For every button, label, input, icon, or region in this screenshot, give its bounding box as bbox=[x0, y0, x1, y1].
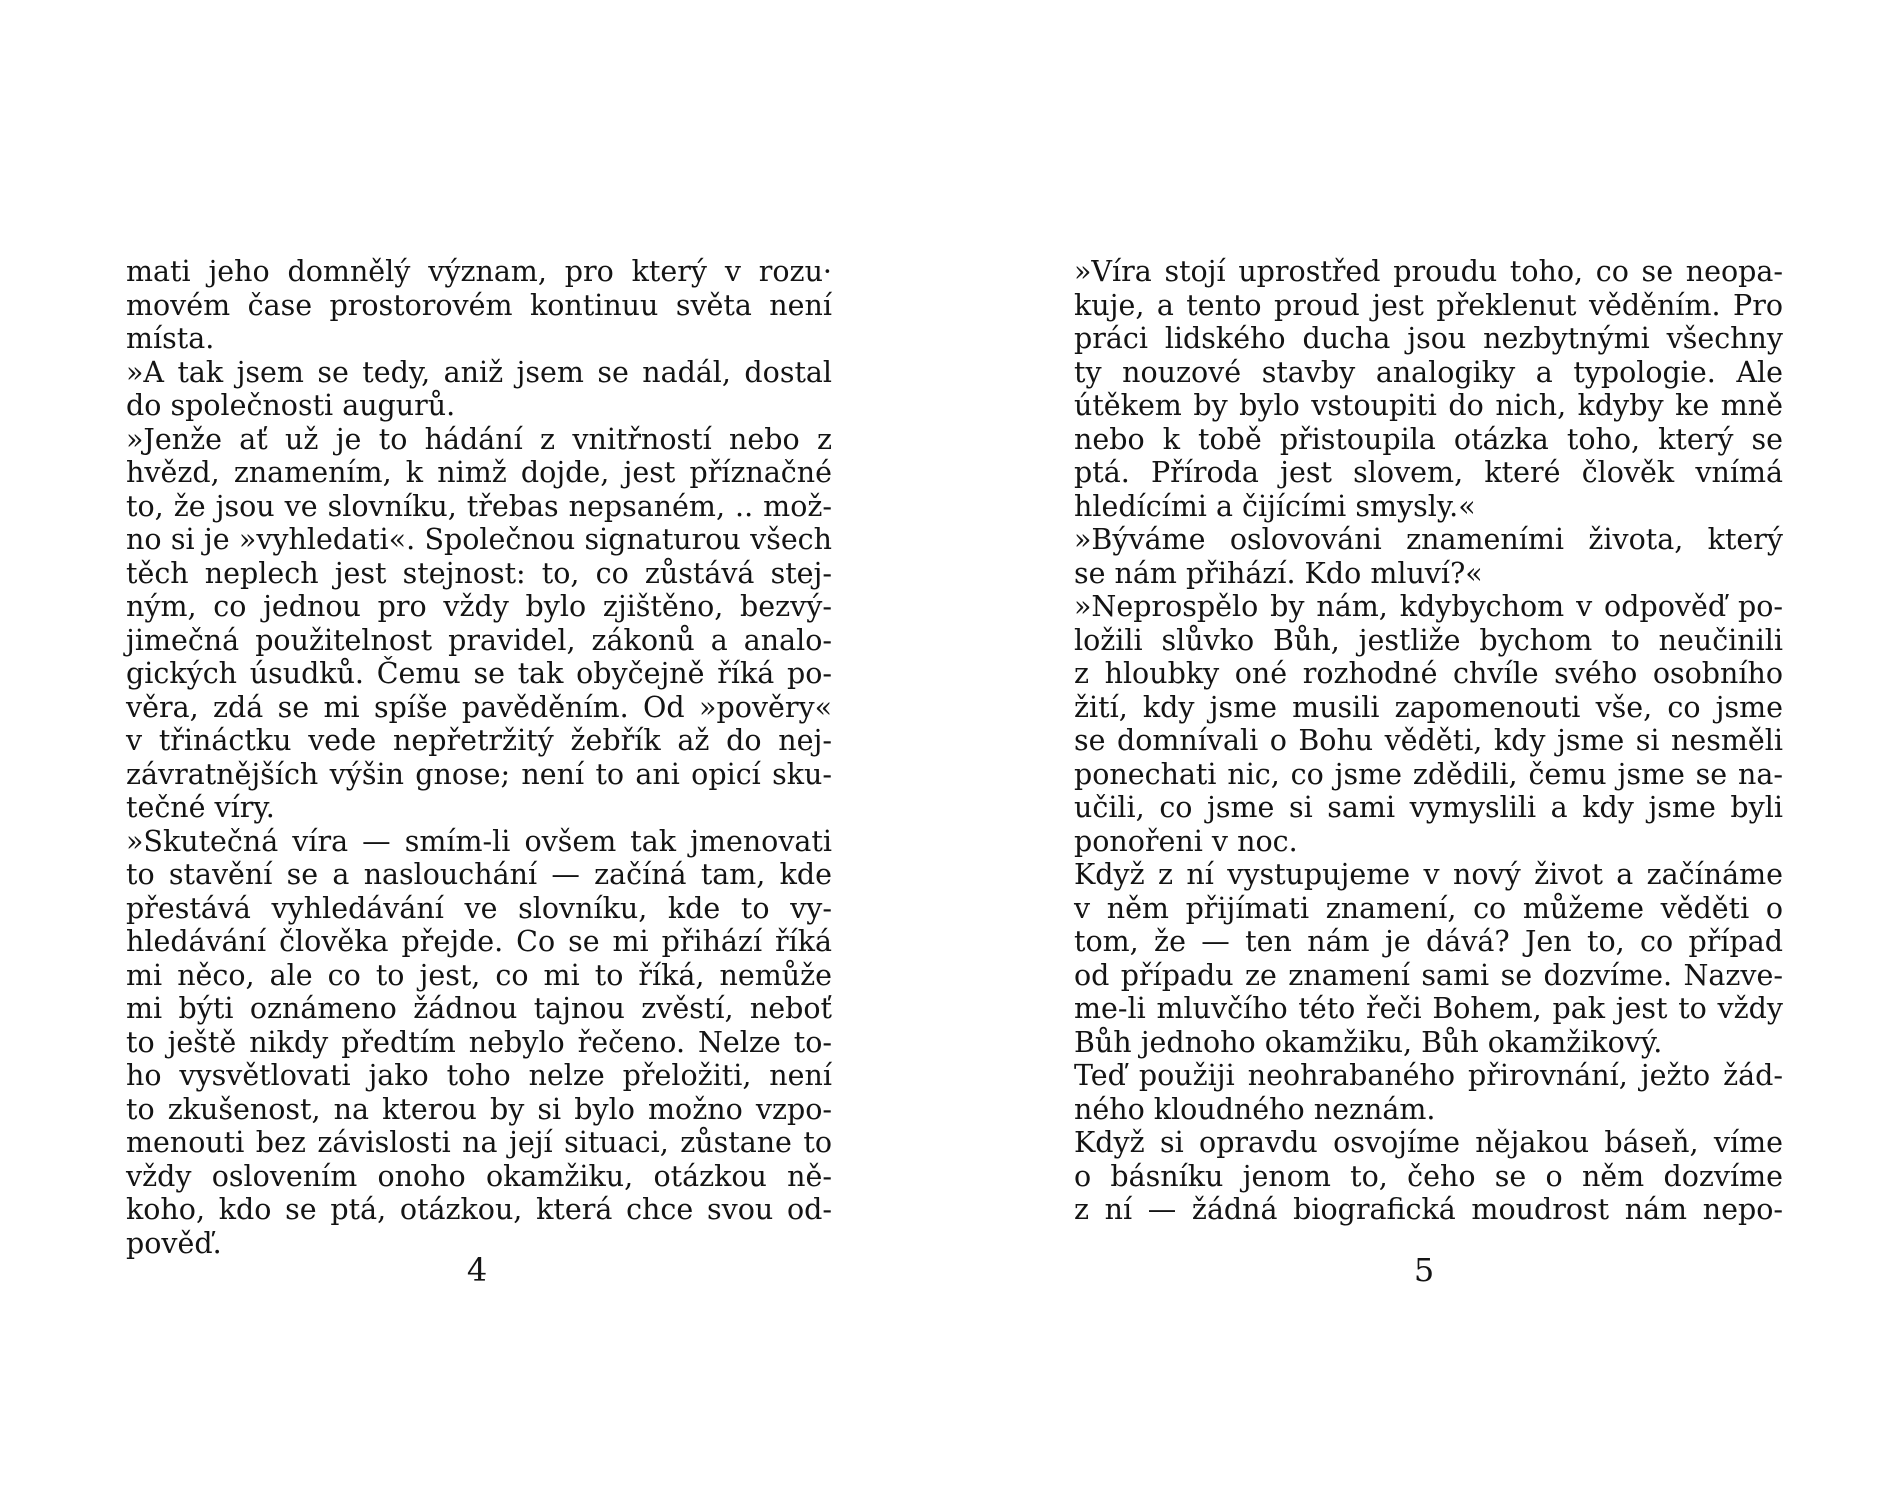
text-line: koho, kdo se ptá, otázkou, která chce svou od- bbox=[126, 1193, 832, 1226]
text-line: ného kloudného neznám. bbox=[1074, 1092, 1436, 1126]
text-line: Když z ní vystupujeme v nový život a začínáme bbox=[1074, 858, 1783, 891]
text-line: tom, že — ten nám je dává? Jen to, co případ bbox=[1074, 925, 1783, 958]
text-line: kuje, a tento proud jest překlenut věděním. Pro bbox=[1074, 288, 1783, 322]
text-line: mi něco, ale co to jest, co mi to říká, nemůže bbox=[126, 958, 832, 992]
text-line: závratnějších výšin gnose; není to ani opicí sku- bbox=[126, 757, 832, 791]
text-line: ponechati nic, co jsme zdědili, čemu jsme se na- bbox=[1074, 757, 1783, 791]
text-line: se domnívali o Bohu věděti, kdy jsme si nesměli bbox=[1074, 724, 1783, 757]
page-number: 4 bbox=[466, 1251, 488, 1289]
text-line: to stavění se a naslouchání — začíná tam, kde bbox=[126, 858, 832, 891]
text-line: to zkušenost, na kterou by si bylo možno vzpo- bbox=[126, 1092, 832, 1126]
text-line: to ještě nikdy předtím nebylo řečeno. Nelze to- bbox=[126, 1025, 832, 1059]
text-line: těch neplech jest stejnost: to, co zůstává stej- bbox=[126, 556, 832, 590]
text-line: »Víra stojí uprostřed proudu toho, co se neopa- bbox=[1074, 255, 1783, 288]
text-line: »A tak jsem se tedy, aniž jsem se nadál, dostal bbox=[126, 355, 832, 389]
text-line: z hloubky oné rozhodné chvíle svého osobního bbox=[1074, 657, 1783, 690]
text-line: »Skutečná víra — smím-li ovšem tak jmenovati bbox=[126, 824, 832, 858]
text-line: to, že jsou ve slovníku, třebas nepsaném, .. mož- bbox=[126, 489, 832, 523]
text-line: »Neprospělo by nám, kdybychom v odpověď po- bbox=[1074, 590, 1783, 623]
right-page-text bbox=[1074, 255, 1783, 1227]
text-line: jimečná použitelnost pravidel, zákonů a analo- bbox=[126, 623, 832, 657]
text-line: ty nouzové stavby analogiky a typologie. Ale bbox=[1074, 355, 1783, 389]
text-line: me-li mluvčího této řeči Bohem, pak jest to vždy bbox=[1074, 992, 1783, 1025]
text-line: v něm přijímati znamení, co můžeme věděti o bbox=[1074, 891, 1783, 925]
text-line: ponořeni v noc. bbox=[1074, 824, 1298, 858]
text-line: žití, kdy jsme musili zapomenouti vše, co jsme bbox=[1074, 690, 1783, 724]
text-line: místa. bbox=[126, 322, 215, 355]
text-line: mi býti oznámeno žádnou tajnou zvěstí, neboť bbox=[126, 992, 832, 1025]
text-line: Teď použiji neohrabaného přirovnání, ježto žád- bbox=[1074, 1059, 1783, 1092]
text-line: od případu ze znamení sami se dozvíme. Nazve- bbox=[1074, 958, 1783, 992]
text-line: vždy oslovením onoho okamžiku, otázkou ně- bbox=[126, 1159, 832, 1193]
text-line: z ní — žádná biografická moudrost nám nepo- bbox=[1074, 1193, 1783, 1226]
text-line: »Býváme oslovováni znameními života, který bbox=[1074, 523, 1783, 556]
text-line: ložili slůvko Bůh, jestliže bychom to neučinili bbox=[1074, 623, 1783, 657]
right-page bbox=[947, 0, 1894, 1500]
page-number: 5 bbox=[1413, 1251, 1435, 1289]
text-line: movém čase prostorovém kontinuu světa není bbox=[126, 288, 832, 322]
text-line: Když si opravdu osvojíme nějakou báseň, víme bbox=[1074, 1126, 1783, 1159]
text-line: hledávání člověka přejde. Co se mi přihází říká bbox=[126, 925, 832, 958]
text-line: věra, zdá se mi spíše pavěděním. Od »pověry« bbox=[126, 690, 832, 724]
text-line: menouti bez závislosti na její situaci, zůstane to bbox=[126, 1126, 832, 1159]
text-line: ptá. Příroda jest slovem, které člověk vnímá bbox=[1074, 456, 1783, 489]
text-line: v třináctku vede nepřetržitý žebřík až do nej- bbox=[126, 724, 832, 757]
text-line: práci lidského ducha jsou nezbytnými všechny bbox=[1074, 322, 1783, 355]
text-line: mati jeho domnělý význam, pro který v rozu· bbox=[126, 255, 832, 288]
text-line: hvězd, znamením, k nimž dojde, jest příznačné bbox=[126, 456, 832, 489]
text-line: ným, co jednou pro vždy bylo zjištěno, bezvý- bbox=[126, 590, 832, 623]
text-line: nebo k tobě přistoupila otázka toho, který se bbox=[1074, 422, 1783, 456]
text-line: »Jenže ať už je to hádání z vnitřností nebo z bbox=[126, 422, 832, 456]
text-line: učili, co jsme si sami vymyslili a kdy jsme byli bbox=[1074, 791, 1783, 824]
text-line: přestává vyhledávání ve slovníku, kde to vy- bbox=[126, 891, 832, 925]
text-line: ho vysvětlovati jako toho nelze přeložiti, není bbox=[126, 1059, 832, 1092]
text-line: Bůh jednoho okamžiku, Bůh okamžikový. bbox=[1074, 1025, 1663, 1059]
text-line: o básníku jenom to, čeho se o něm dozvíme bbox=[1074, 1159, 1783, 1193]
text-line: pověď. bbox=[126, 1226, 222, 1260]
text-line: tečné víry. bbox=[126, 791, 275, 824]
text-line: do společnosti augurů. bbox=[126, 389, 456, 422]
text-line: no si je »vyhledati«. Společnou signaturou všech bbox=[126, 523, 832, 556]
text-line: gických úsudků. Čemu se tak obyčejně říká po- bbox=[126, 657, 832, 690]
text-line: se nám přihází. Kdo mluví?« bbox=[1074, 556, 1483, 590]
text-line: útěkem by bylo vstoupiti do nich, kdyby ke mně bbox=[1074, 389, 1783, 422]
left-page-text bbox=[126, 255, 832, 1260]
text-line: hledícími a čijícími smysly.« bbox=[1074, 489, 1476, 523]
